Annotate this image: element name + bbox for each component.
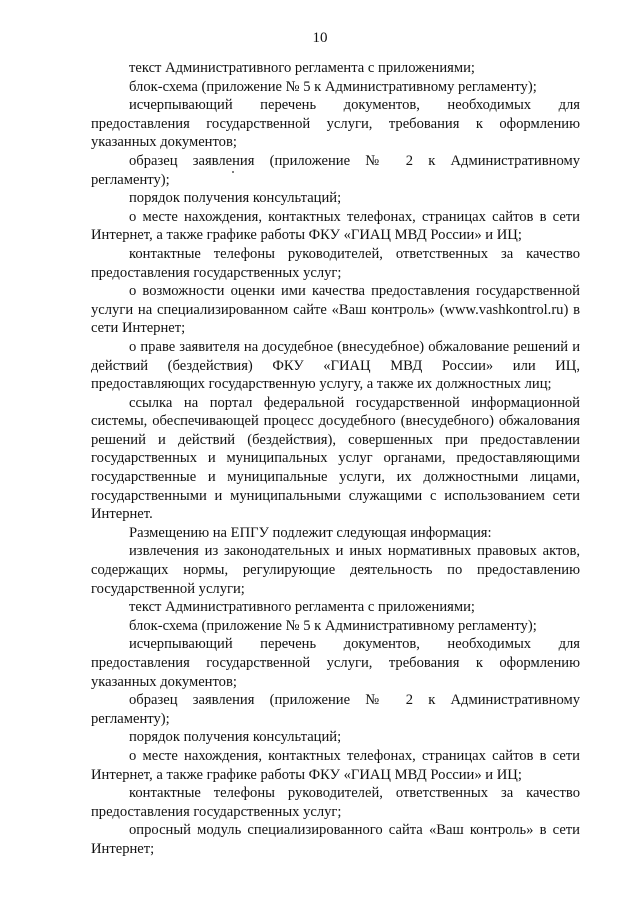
paragraph: образец заявления (приложение № 2 к Административному регламенту); [91,692,580,727]
paragraph: исчерпывающий перечень документов, необходимых для предоставления государственной услуги, требования к оформлению указанных документов; [91,636,580,690]
paragraph: образец заявления (приложение № 2 к Административному регламенту); [91,152,580,188]
paragraph: контактные телефоны руководителей, ответственных за качество предоставления государственных услуг; [91,245,580,281]
paragraph: текст Административного регламента с приложениями; [129,599,475,616]
document-body [91,59,580,859]
paragraph: о месте нахождения, контактных телефонах, страницах сайтов в сети Интернет, а также графике работы ФКУ «ГИАЦ МВД России» и ИЦ; [91,747,580,783]
paragraph: о возможности оценки ими качества предоставления государственной услуги на специализированном сайте «Ваш контроль» (www.vashkontrol.ru) в сети Интернет; [91,283,580,337]
paragraph: блок-схема (приложение № 5 к Административному регламенту); [129,617,537,634]
paragraph: порядок получения консультаций; [129,190,342,207]
paragraph: блок-схема (приложение № 5 к Административному регламенту); [129,78,537,95]
page-number: 10 [312,30,328,46]
paragraph: Размещению на ЕПГУ подлежит следующая информация: [129,524,492,541]
paragraph: ссылка на портал федеральной государственной информационной системы, обеспечивающей процесс досудебного (внесудебного) обжалования решений и действий (бездействия), совершенных при предоставлении государственных и муниципальных услуг органами, предоставляющими государственные и муниципальные услуги, их должностными лицами, государственными и муниципальными служащими с использованием сети Интернет. [91,394,580,523]
paragraph: о месте нахождения, контактных телефонах, страницах сайтов в сети Интернет, а также графике работы ФКУ «ГИАЦ МВД России» и ИЦ; [91,208,580,244]
paragraph: о праве заявителя на досудебное (внесудебное) обжалование решений и действий (бездействия) ФКУ «ГИАЦ МВД России» или ИЦ, предоставляющих государственную услугу, а также их должностных лиц; [91,338,580,393]
paragraph: текст Административного регламента с приложениями; [129,60,475,76]
paragraph: контактные телефоны руководителей, ответственных за качество предоставления государственных услуг; [91,785,580,820]
paragraph: исчерпывающий перечень документов, необходимых для предоставления государственной услуги, требования к оформлению указанных документов; [91,97,580,151]
paragraph: опросный модуль специализированного сайта «Ваш контроль» в сети Интернет; [91,822,580,857]
paragraph: извлечения из законодательных и иных нормативных правовых актов, содержащих нормы, регулирующие деятельность по предоставлению государственной услуги; [91,543,580,597]
paragraph: порядок получения консультаций; [129,729,342,746]
